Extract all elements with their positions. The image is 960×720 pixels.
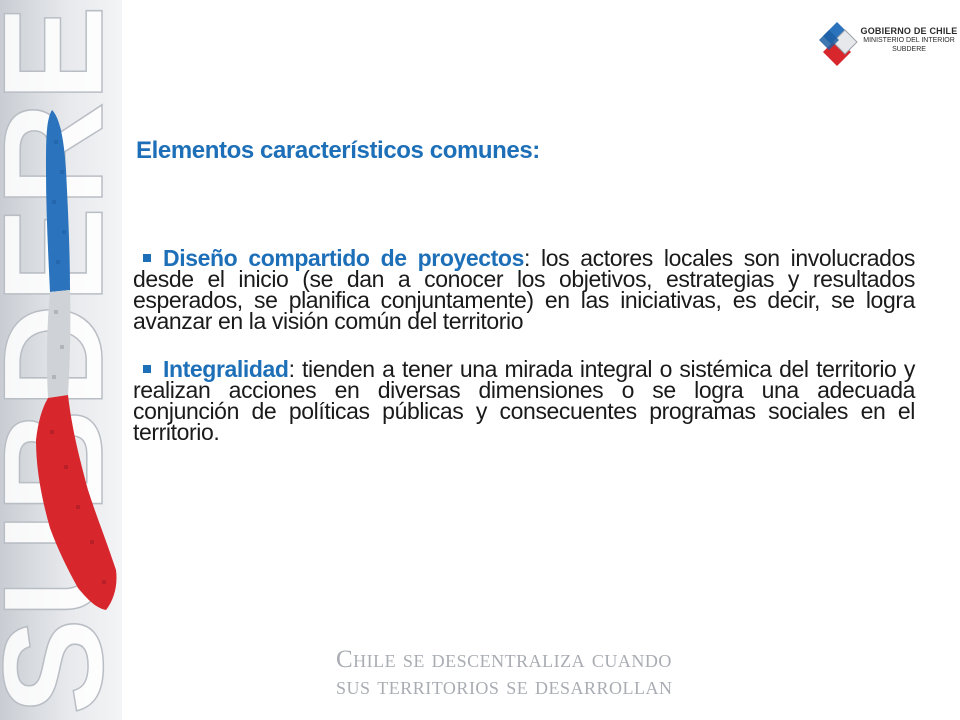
map-north-region xyxy=(46,110,70,292)
bullet-text: tienden a tener una mirada integral o sistémica del territorio y realizan acciones en diversas dimensiones o se logra una adecuada conjunción de políticas públicas y consecuentes programas sociales en el territorio. xyxy=(133,356,915,445)
slide-title: Elementos característicos comunes: xyxy=(136,137,540,164)
slide-body xyxy=(133,245,915,470)
bullet-separator: : xyxy=(523,245,530,271)
map-middle-region xyxy=(47,290,70,398)
bullet-text: los actores locales son involucrados desde el inicio (se dan a conocer los objetivos, estrategias y resultados esperados, se planifica conjuntamente) en las iniciativas, es decir, se logra avanzar en la visión común del territorio xyxy=(133,245,915,334)
logo-subdere-label: SUBDERE xyxy=(892,46,926,53)
square-bullet-icon xyxy=(143,254,151,262)
logo-government-label: GOBIERNO DE CHILE xyxy=(860,26,958,36)
square-bullet-icon xyxy=(143,365,151,373)
bullet-term: Diseño compartido de proyectos xyxy=(163,245,524,271)
star-emblem-icon xyxy=(819,22,857,66)
bullet-separator: : xyxy=(288,356,295,382)
bullet-item-integralidad xyxy=(133,356,915,445)
slogan-line-2: sus territorios se desarrollan xyxy=(336,673,673,700)
chile-map-illustration xyxy=(30,110,120,620)
logo-ministry-label: MINISTERIO DEL INTERIOR xyxy=(863,37,955,44)
footer-slogan xyxy=(336,646,672,700)
slogan-line-1: Chile se descentraliza cuando xyxy=(336,646,672,673)
logo-text xyxy=(860,26,958,54)
left-brand-band xyxy=(0,0,122,720)
map-south-region xyxy=(36,395,117,610)
bullet-term: Integralidad xyxy=(163,356,289,382)
bullet-item-diseno xyxy=(133,245,915,334)
